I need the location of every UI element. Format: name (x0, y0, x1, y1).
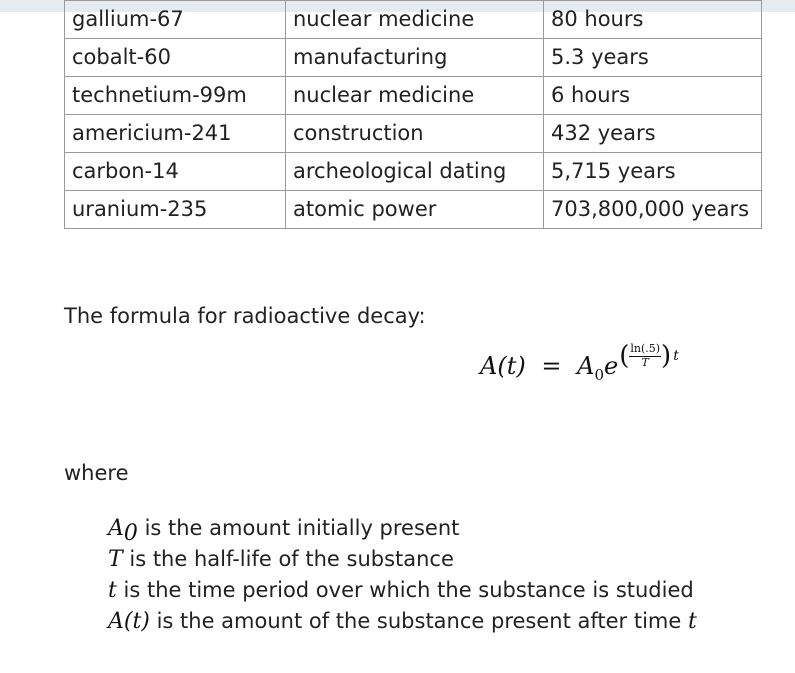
definition-symbol: t (108, 578, 117, 603)
definition-text: is the time period over which the substance is studied (116, 578, 694, 602)
definition-list (108, 513, 697, 637)
where-text: where (64, 461, 129, 485)
decay-formula (480, 341, 679, 385)
formula-base: e (603, 352, 619, 380)
list-item (108, 575, 697, 606)
table-row (65, 153, 762, 191)
definition-symbol: A(t) (108, 609, 150, 634)
table-row (65, 191, 762, 229)
use-cell: manufacturing (286, 39, 544, 77)
definition-symbol: A (108, 516, 124, 541)
definition-text: is the half-life of the substance (122, 547, 454, 571)
table-row (65, 115, 762, 153)
half-life-cell: 80 hours (544, 1, 762, 39)
formula-intro-text: The formula for radioactive decay: (64, 304, 426, 328)
definition-trailing-symbol: t (687, 609, 697, 634)
isotope-table (64, 0, 762, 229)
table-row (65, 77, 762, 115)
exponent-fraction (629, 343, 661, 368)
half-life-cell: 6 hours (544, 77, 762, 115)
use-cell: construction (286, 115, 544, 153)
formula-coef: A (577, 352, 595, 380)
half-life-cell: 5.3 years (544, 39, 762, 77)
use-cell: atomic power (286, 191, 544, 229)
use-cell: nuclear medicine (286, 1, 544, 39)
definition-symbol-sub: 0 (123, 521, 138, 547)
isotope-cell: technetium-99m (65, 77, 286, 115)
isotope-cell: cobalt-60 (65, 39, 286, 77)
half-life-cell: 432 years (544, 115, 762, 153)
definition-text: is the amount of the substance present after time (149, 609, 688, 633)
isotope-cell: gallium-67 (65, 1, 286, 39)
definition-text: is the amount initially present (137, 516, 460, 540)
formula-equals: = (541, 352, 562, 380)
isotope-cell: americium-241 (65, 115, 286, 153)
definition-symbol: T (108, 547, 123, 572)
half-life-cell: 5,715 years (544, 153, 762, 191)
formula-coef-sub: 0 (594, 365, 604, 384)
formula-lhs: A(t) (480, 352, 526, 380)
use-cell: nuclear medicine (286, 77, 544, 115)
use-cell: archeological dating (286, 153, 544, 191)
exponent-denominator: T (641, 355, 649, 369)
left-paren: ( (619, 341, 630, 371)
list-item (108, 606, 697, 637)
right-paren: ) (661, 341, 672, 371)
half-life-cell: 703,800,000 years (544, 191, 762, 229)
isotope-cell: uranium-235 (65, 191, 286, 229)
formula-exponent (619, 341, 679, 371)
exponent-variable: t (673, 348, 679, 364)
exponent-numerator: ln(.5) (630, 342, 661, 356)
list-item (108, 513, 697, 547)
isotope-cell: carbon-14 (65, 153, 286, 191)
table-row (65, 1, 762, 39)
list-item (108, 544, 697, 575)
table-row (65, 39, 762, 77)
